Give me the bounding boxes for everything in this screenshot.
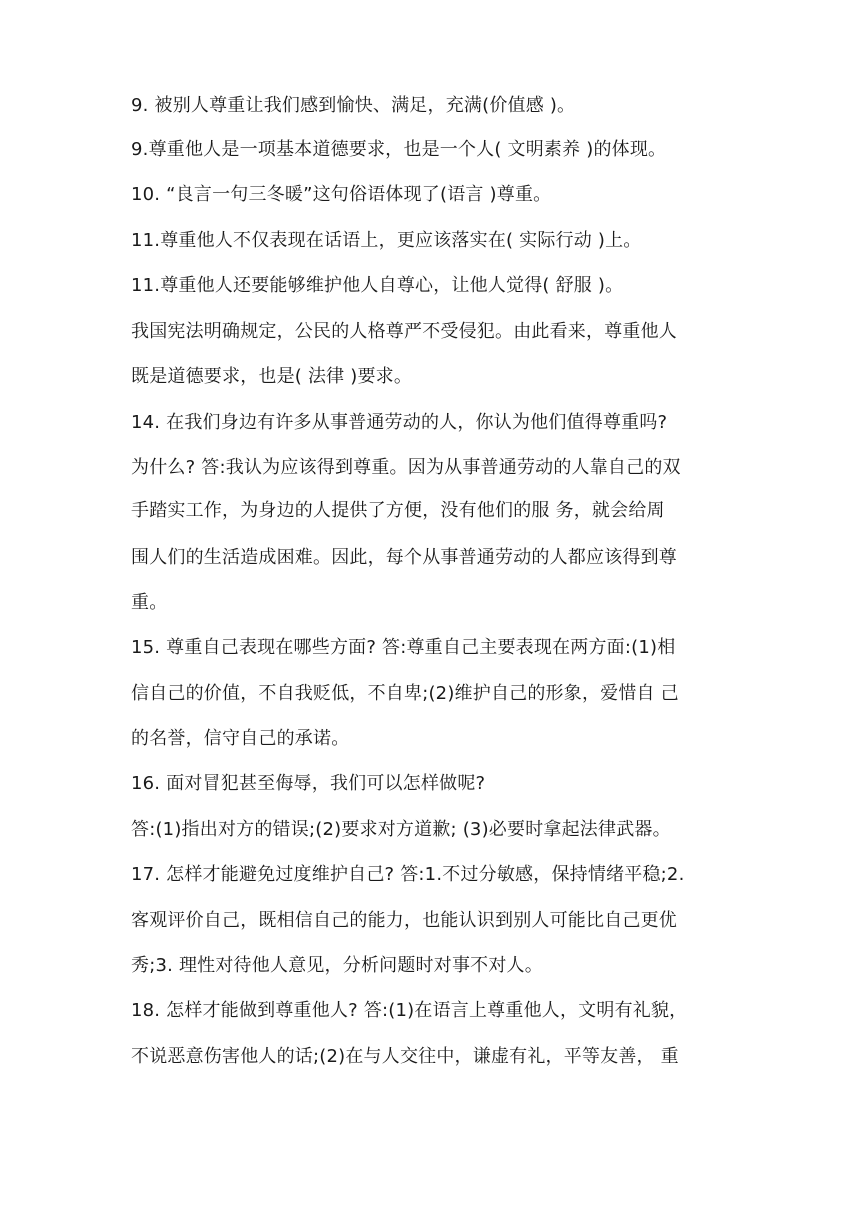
text-line: 不说恶意伤害他人的话;(2)在与人交往中，谦虚有礼，平等友善， 重 <box>131 1046 679 1067</box>
text-line: 信自己的价值，不自我贬低，不自卑;(2)维护自己的形象，爱惜自 己 <box>131 683 679 704</box>
text-line: 11.尊重他人不仅表现在话语上，更应该落实在( 实际行动 )上。 <box>131 230 642 251</box>
text-line: 重。 <box>131 592 168 613</box>
text-line: 我国宪法明确规定，公民的人格尊严不受侵犯。由此看来，尊重他人 <box>131 321 677 342</box>
text-line: 14. 在我们身边有许多从事普通劳动的人，你认为他们值得尊重吗? <box>131 412 668 433</box>
text-line: 17. 怎样才能避免过度维护自己? 答:1.不过分敏感，保持情绪平稳;2. <box>131 864 685 885</box>
text-line: 秀;3. 理性对待他人意见，分析问题时对事不对人。 <box>131 955 543 976</box>
text-line: 11.尊重他人还要能够维护他人自尊心，让他人觉得( 舒服 )。 <box>131 275 624 296</box>
text-line: 围人们的生活造成困难。因此，每个从事普通劳动的人都应该得到尊 <box>131 547 677 568</box>
text-line: 18. 怎样才能做到尊重他人? 答:(1)在语言上尊重他人，文明有礼貌， <box>131 1000 688 1021</box>
text-line: 手踏实工作，为身边的人提供了方便，没有他们的服 务，就会给周 <box>131 500 665 521</box>
text-line: 客观评价自己，既相信自己的能力，也能认识到别人可能比自己更优 <box>131 910 677 931</box>
text-line: 15. 尊重自己表现在哪些方面? 答:尊重自己主要表现在两方面:(1)相 <box>131 637 676 658</box>
text-line: 9.尊重他人是一项基本道德要求，也是一个人( 文明素养 )的体现。 <box>131 139 667 160</box>
text-line: 为什么? 答:我认为应该得到尊重。因为从事普通劳动的人靠自己的双 <box>131 457 681 478</box>
text-line: 10. “良言一句三冬暖”这句俗语体现了(语言 )尊重。 <box>131 184 552 205</box>
text-line: 9. 被别人尊重让我们感到愉快、满足，充满(价值感 )。 <box>131 95 576 116</box>
text-line: 既是道德要求，也是( 法律 )要求。 <box>131 366 413 387</box>
text-line: 答:(1)指出对方的错误;(2)要求对方道歉; (3)必要时拿起法律武器。 <box>131 819 671 840</box>
text-line: 16. 面对冒犯甚至侮辱，我们可以怎样做呢? <box>131 773 486 794</box>
text-line: 的名誉，信守自己的承诺。 <box>131 728 350 749</box>
